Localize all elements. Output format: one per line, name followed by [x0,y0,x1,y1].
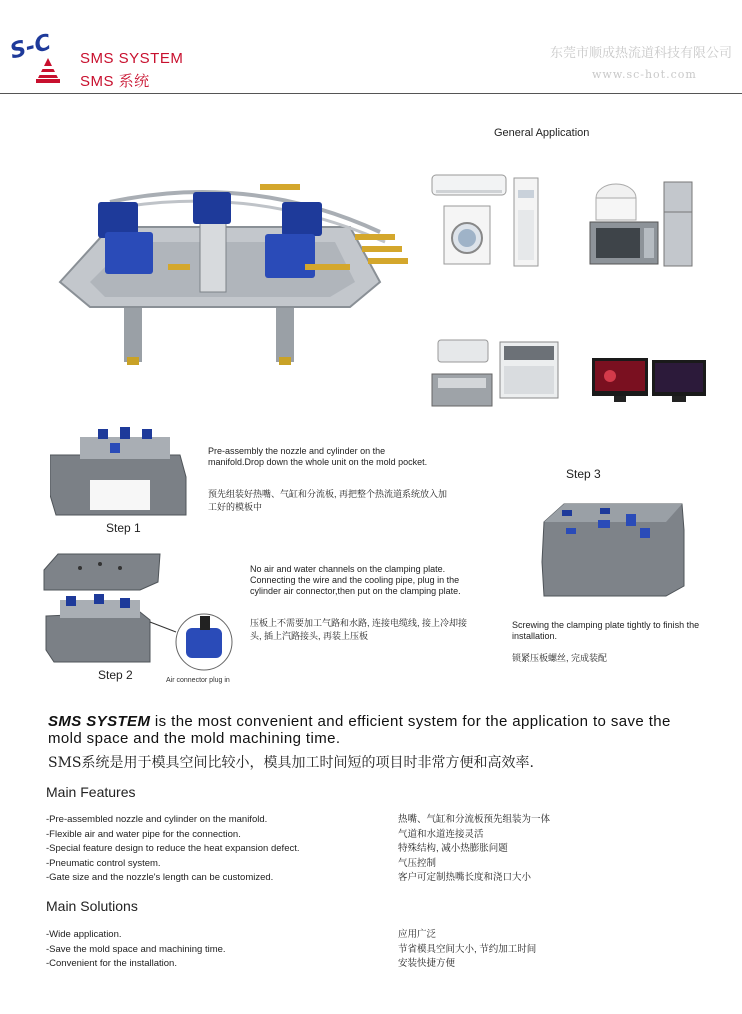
sc-logo [8,26,74,88]
main-features-list-cn [398,813,550,886]
step3-image [540,500,688,600]
company-website: www.sc-hot.com [592,68,697,81]
feature-item-cn: 气道和水道连接灵活 [398,828,484,840]
feature-item: -Pre-assembled nozzle and cylinder on the manifold. [46,814,268,825]
step3-description-en: Screwing the clamping plate tightly to finish the installation. [512,620,700,641]
general-application-title: General Application [494,127,590,139]
company-name-cn: 东莞市顺成热流道科技有限公司 [549,46,732,61]
solution-item: -Save the mold space and machining time. [46,943,226,955]
header-divider [0,93,742,94]
step3-description-cn: 锁紧压板螺丝, 完成装配 [512,653,608,663]
sms-slogan-cn: SMS系统是用于模具空间比较小，模具加工时间短的项目时非常方便和高效率. [48,755,534,771]
main-solutions-list-cn [398,928,536,972]
main-features-list-en [46,813,300,886]
main-features-title: Main Features [46,784,136,800]
sms-slogan-en [48,713,708,747]
step1-image [50,425,190,520]
kitchen-appliances-image [588,178,696,270]
step2-description-cn: 压板上不需要加工气路和水路, 连接电缆线, 接上冷却接头, 插上汽路接头, 再装上压板 [250,618,468,641]
feature-item-cn: 特殊结构, 减小热膨胀问题 [398,843,508,854]
step1-description-en: Pre-assembly the nozzle and cylinder on the manifold.Drop down the whole unit on the mold pocket. [208,446,428,467]
step2-label: Step 2 [98,668,133,682]
feature-item-cn: 客户可定制热嘴长度和浇口大小 [398,872,532,883]
step1-label: Step 1 [106,521,141,535]
feature-item-cn: 热嘴、气缸和分流板预先组装为一体 [398,814,551,825]
step1-description-cn: 预先组装好热嘴、气缸和分流板, 再把整个热流道系统放入加工好的模板中 [208,489,448,512]
solution-item: -Convenient for the installation. [46,958,177,969]
svg-text:S-C: S-C [8,30,54,65]
brand-name-cn: SMS 系统 [80,73,150,90]
main-solutions-title: Main Solutions [46,898,138,914]
sms-slogan-brand: SMS SYSTEM [48,713,151,730]
tv-monitors-image [590,354,708,406]
feature-item: -Special feature design to reduce the heat expansion defect. [46,843,300,854]
feature-item: -Flexible air and water pipe for the connection. [46,828,241,840]
solution-item-cn: 安装快捷方便 [398,958,456,969]
feature-item-cn: 气压控制 [398,857,437,869]
home-appliances-image [430,170,542,270]
step2-description-en: No air and water channels on the clamping plate. Connecting the wire and the cooling pipe, plug in the cylinder air connector,then put on the clamping plate. [250,564,461,596]
solution-item-cn: 节省模具空间大小, 节约加工时间 [398,943,537,955]
solution-item: -Wide application. [46,929,122,940]
step2-image [40,550,240,685]
brand-name-en: SMS SYSTEM [80,50,184,67]
air-connector-caption: Air connector plug in [166,677,230,684]
office-equipment-image [430,332,562,410]
feature-item: -Pneumatic control system. [46,857,161,869]
step3-label: Step 3 [566,467,601,481]
main-solutions-list-en [46,928,226,972]
solution-item-cn: 应用广泛 [398,929,437,940]
feature-item: -Gate size and the nozzle's length can be customized. [46,872,274,883]
sms-slogan-text: is the most convenient and efficient system for the application to save the mold space and the mold machining time. [48,713,671,747]
hot-runner-assembly-image [50,172,415,377]
